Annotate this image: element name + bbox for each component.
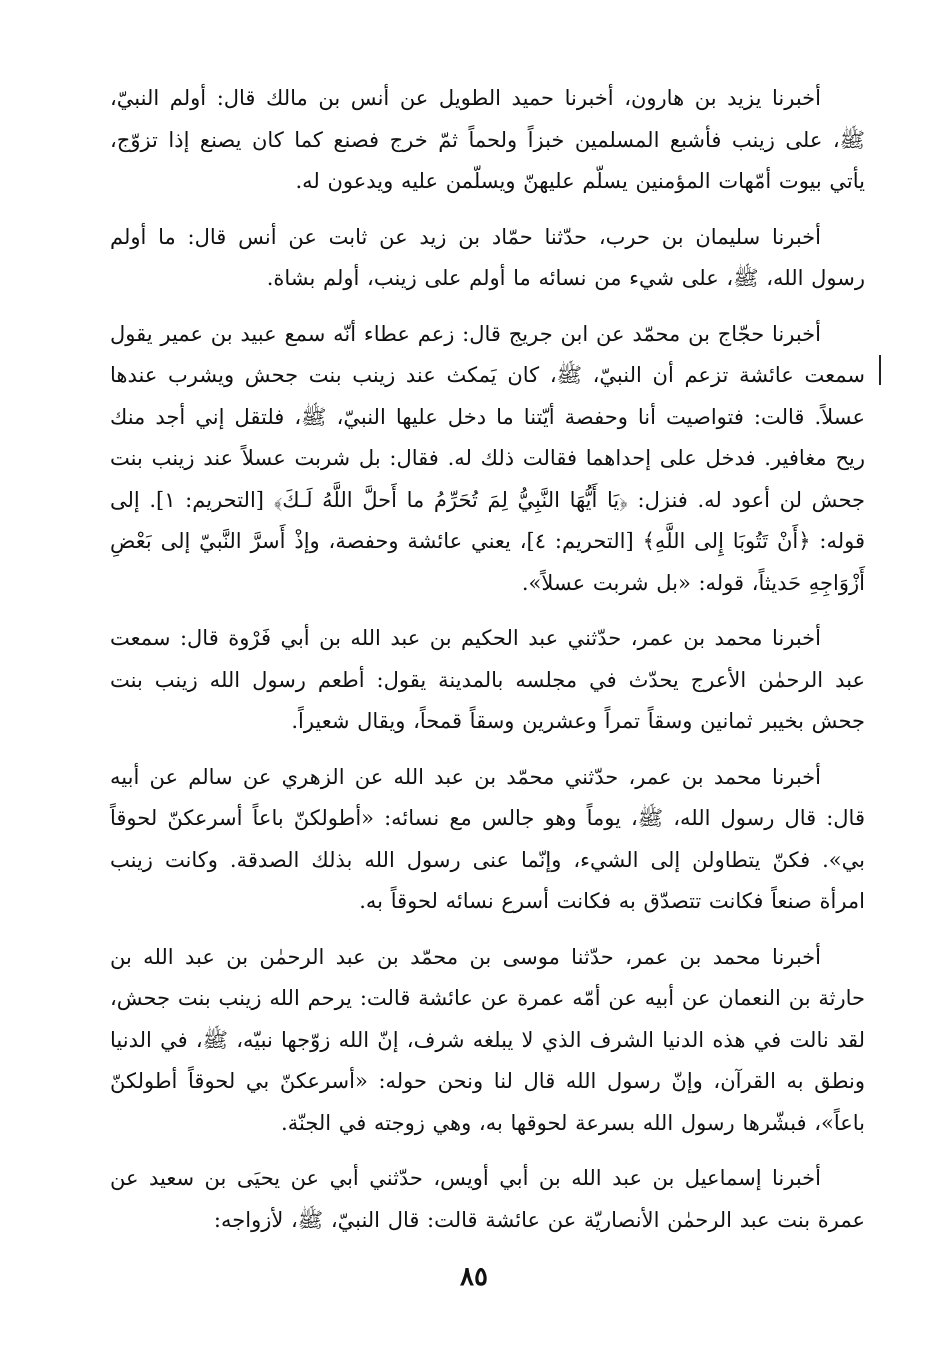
paragraph-4: أخبرنا محمد بن عمر، حدّثني عبد الحكيم بن عبد الله بن أبي فَرْوة قال: سمعت عبد الرحمٰن الأعرج يحدّث في مجلسه بالمدينة يقول: أطعم رسول الله زينب بنت جحش بخيبر ثمانين وسقاً تمراً وعشرين وسقاً قمحاً، ويقال شعيراً. [110, 626, 865, 733]
paragraph-5: أخبرنا محمد بن عمر، حدّثني محمّد بن عبد الله عن الزهري عن سالم عن أبيه قال: قال رسول الله، ﷺ، يوماً وهو جالس مع نسائه: «أطولكنّ باعاً أسرعكنّ لحوقاً بي». فكنّ يتطاولن إلى الشيء، وإنّما عنى رسول الله بذلك الصدقة. وكانت زينب امرأة صنعاً فكانت تتصدّق به فكانت أسرع نسائه لحوقاً به. [110, 764, 865, 913]
margin-mark [879, 355, 881, 385]
paragraph-7: أخبرنا إسماعيل بن عبد الله بن أبي أويس، حدّثني أبي عن يحيَى بن سعيد عن عمرة بنت عبد الرحمٰن الأنصاريّة عن عائشة قالت: قال النبيّ، ﷺ، لأزواجه: [110, 1166, 865, 1232]
paragraph-1: أخبرنا يزيد بن هارون، أخبرنا حميد الطويل عن أنس بن مالك قال: أولم النبيّ، ﷺ، على زينب فأشبع المسلمين خبزاً ولحماً ثمّ خرج فصنع كما كان يصنع إذا تزوّج، يأتي بيوت أمّهات المؤمنين يسلّم عليهنّ ويسلّمن عليه ويدعون له. [110, 86, 865, 193]
page-number: ٨٥ [460, 1262, 488, 1292]
paragraph-3: أخبرنا حجّاج بن محمّد عن ابن جريج قال: زعم عطاء أنّه سمع عبيد بن عمير يقول سمعت عائشة تزعم أن النبيّ، ﷺ، كان يَمكث عند زينب بنت جحش ويشرب عندها عسلاً. قالت: فتواصيت أنا وحفصة أيّتنا ما دخل عليها النبيّ، ﷺ، فلتقل إني أجد منك ريح مغافير. فدخل على إحداهما فقالت ذلك له. فقال: بل شربت عسلاً عند زينب بنت جحش لن أعود له. فنزل: ﴿يَا أَيُّهَا النَّبِيُّ لِمَ تُحَرِّمُ ما أَحلَّ اللَّهُ لَـكَ﴾ [التحريم: ١]. إلى قوله: ﴿أَنْ تَتُوبَا إِلى اللَّهِ﴾ [التحريم: ٤]، يعني عائشة وحفصة، وإذْ أَسرَّ النَّبيّ إلى بَعْضِ أَزْوَاجِهِ حَديثاً، قوله: «بل شربت عسلاً». [110, 321, 865, 595]
paragraph-2: أخبرنا سليمان بن حرب، حدّثنا حمّاد بن زيد عن ثابت عن أنس قال: ما أولم رسول الله، ﷺ، على شيء من نسائه ما أولم على زينب، أولم بشاة. [110, 224, 865, 290]
page-body [110, 78, 865, 1278]
paragraph-6: أخبرنا محمد بن عمر، حدّثنا موسى بن محمّد بن عبد الرحمٰن بن عبد الله بن حارثة بن النعمان عن أبيه عن أمّه عمرة عن عائشة قالت: يرحم الله زينب بنت جحش، لقد نالت في هذه الدنيا الشرف الذي لا يبلغه شرف، إنّ الله زوّجها نبيّه، ﷺ، في الدنيا ونطق به القرآن، وإنّ رسول الله قال لنا ونحن حوله: «أسرعكنّ بي لحوقاً أطولكنّ باعاً»، فبشّرها رسول الله بسرعة لحوقها به، وهي زوجته في الجنّة. [110, 944, 865, 1135]
